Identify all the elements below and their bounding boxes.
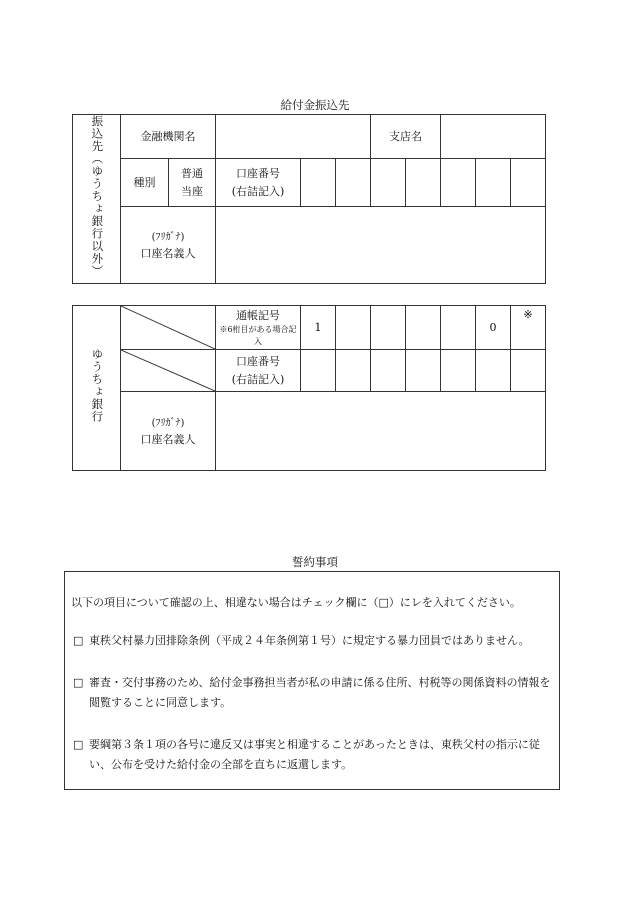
oath-item-2-text: 審査・交付事務のため、給付金事務担当者が私の申請に係る住所、村税等の関係資料の情報を閲覧することに同意します。	[89, 676, 551, 709]
yucho-account-digit-7[interactable]	[511, 350, 546, 392]
account-digit-3[interactable]	[371, 159, 406, 207]
passbook-digit-2[interactable]	[336, 306, 371, 350]
account-digit-4[interactable]	[406, 159, 441, 207]
oath-item-3-text: 要綱第３条１項の各号に違反又は事実と相違することがあったときは、東秩父村の指示に従い、公布を受けた給付金の全部を直ちに返還します。	[89, 738, 540, 771]
oath-item-1-text: 東秩父村暴力団排除条例（平成２４年条例第１号）に規定する暴力団員ではありません。	[89, 634, 530, 647]
checkbox-1[interactable]: □	[73, 634, 84, 647]
passbook-label-text: 通帳記号	[236, 308, 280, 322]
account-number-label	[216, 159, 301, 207]
type-label: 種別	[121, 159, 169, 207]
diagonal-line	[121, 306, 215, 349]
passbook-note: ※6桁目がある場合記入	[219, 324, 297, 347]
passbook-label	[216, 306, 301, 350]
oath-title: 誓約事項	[292, 555, 338, 569]
yucho-holder-label: 口座名義人	[140, 433, 196, 447]
other-bank-table	[72, 114, 546, 284]
yucho-table	[72, 305, 546, 471]
oath-item-2	[73, 673, 557, 713]
yucho-account-digit-4[interactable]	[406, 350, 441, 392]
type-options[interactable]	[169, 159, 216, 207]
yucho-holder-field[interactable]	[216, 392, 546, 471]
account-digit-2[interactable]	[336, 159, 371, 207]
checkbox-2[interactable]: □	[73, 676, 84, 689]
yucho-account-digit-2[interactable]	[336, 350, 371, 392]
diagonal-line	[121, 350, 215, 391]
oath-item-1	[73, 631, 557, 651]
holder-field[interactable]	[216, 207, 546, 284]
other-bank-side-label: 振込先（ゆうちょ銀行以外）	[90, 115, 105, 278]
type-option-futsu: 普通	[181, 167, 203, 181]
account-digit-6[interactable]	[476, 159, 511, 207]
holder-label: 口座名義人	[140, 247, 196, 261]
branch-field[interactable]	[441, 115, 546, 159]
yucho-account-digit-5[interactable]	[441, 350, 476, 392]
bank-name-label: 金融機関名	[121, 115, 216, 159]
passbook-digit-4[interactable]	[406, 306, 441, 350]
account-digit-5[interactable]	[441, 159, 476, 207]
yucho-holder-label-cell	[121, 392, 216, 471]
holder-kana-label: (ﾌﾘｶﾞﾅ)	[151, 231, 185, 243]
passbook-digit-5[interactable]	[441, 306, 476, 350]
yucho-holder-kana-label: (ﾌﾘｶﾞﾅ)	[151, 417, 185, 429]
other-bank-side-label-cell	[73, 115, 121, 284]
yucho-account-digit-6[interactable]	[476, 350, 511, 392]
passbook-digit-6: 0	[476, 306, 511, 350]
yucho-account-digit-3[interactable]	[371, 350, 406, 392]
oath-intro: 以下の項目について確認の上、相違ない場合はチェック欄に（□）にレを入れてください。	[71, 596, 521, 609]
yucho-side-label: ゆうちょ銀行	[90, 347, 105, 423]
account-number-label-note: (右詰記入)	[231, 184, 285, 198]
type-option-toza: 当座	[181, 184, 203, 198]
yucho-account-number-label	[216, 350, 301, 392]
checkbox-3[interactable]: □	[73, 738, 84, 751]
passbook-note-mark: ※	[511, 306, 546, 350]
yucho-account-digit-1[interactable]	[301, 350, 336, 392]
transfer-title: 給付金振込先	[280, 98, 350, 112]
account-digit-1[interactable]	[301, 159, 336, 207]
branch-label: 支店名	[371, 115, 441, 159]
yucho-account-label-text: 口座番号	[236, 355, 280, 369]
yucho-account-label-note: (右詰記入)	[231, 372, 285, 386]
bank-name-field[interactable]	[216, 115, 371, 159]
account-diagonal-cell	[121, 350, 216, 392]
passbook-digit-3[interactable]	[371, 306, 406, 350]
holder-label-cell	[121, 207, 216, 284]
account-digit-7[interactable]	[511, 159, 546, 207]
account-number-label-text: 口座番号	[236, 167, 280, 181]
oath-box	[64, 571, 560, 790]
passbook-diagonal-cell	[121, 306, 216, 350]
yucho-side-label-cell	[73, 306, 121, 471]
passbook-digit-1: 1	[301, 306, 336, 350]
oath-item-3	[73, 735, 557, 775]
